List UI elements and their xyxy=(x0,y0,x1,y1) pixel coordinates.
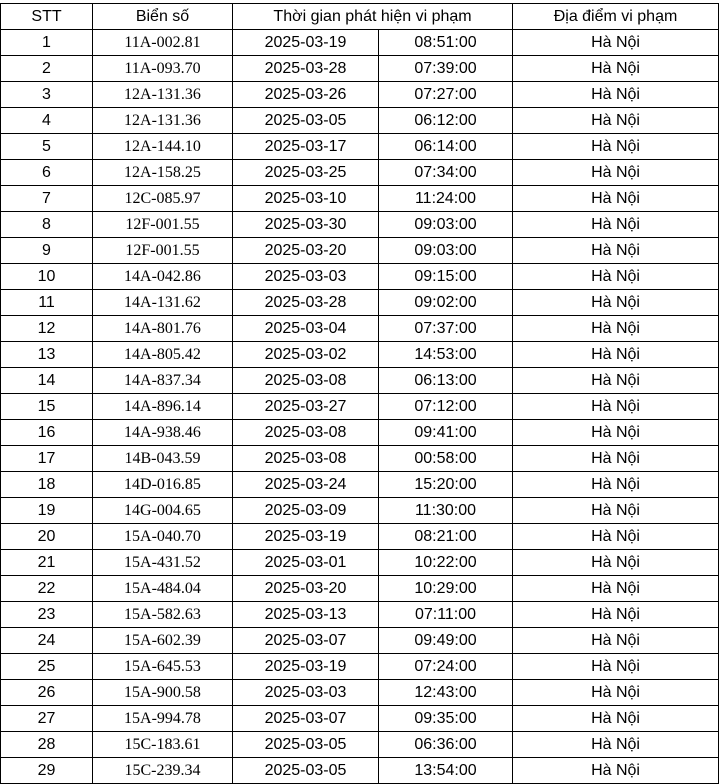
stt-cell: 9 xyxy=(1,238,93,264)
clock-cell: 13:54:00 xyxy=(379,758,513,784)
stt-cell: 29 xyxy=(1,758,93,784)
table-row xyxy=(1,472,719,498)
place-cell: Hà Nội xyxy=(513,732,719,758)
stt-cell: 26 xyxy=(1,680,93,706)
stt-cell: 16 xyxy=(1,420,93,446)
clock-cell: 06:14:00 xyxy=(379,134,513,160)
clock-cell: 08:51:00 xyxy=(379,30,513,56)
table-body xyxy=(1,30,719,784)
date-cell: 2025-03-05 xyxy=(233,108,379,134)
plate-cell: 14G-004.65 xyxy=(93,498,233,524)
clock-cell: 14:53:00 xyxy=(379,342,513,368)
table-row xyxy=(1,290,719,316)
date-cell: 2025-03-08 xyxy=(233,420,379,446)
table-row xyxy=(1,732,719,758)
date-cell: 2025-03-19 xyxy=(233,524,379,550)
stt-cell: 6 xyxy=(1,160,93,186)
place-cell: Hà Nội xyxy=(513,186,719,212)
table-row xyxy=(1,134,719,160)
table-row xyxy=(1,628,719,654)
plate-cell: 12A-144.10 xyxy=(93,134,233,160)
plate-cell: 15A-040.70 xyxy=(93,524,233,550)
table-row xyxy=(1,160,719,186)
clock-cell: 08:21:00 xyxy=(379,524,513,550)
date-cell: 2025-03-03 xyxy=(233,680,379,706)
table-header xyxy=(1,4,719,30)
plate-cell: 14A-938.46 xyxy=(93,420,233,446)
date-cell: 2025-03-28 xyxy=(233,56,379,82)
stt-cell: 14 xyxy=(1,368,93,394)
place-cell: Hà Nội xyxy=(513,524,719,550)
plate-cell: 15A-431.52 xyxy=(93,550,233,576)
date-cell: 2025-03-19 xyxy=(233,30,379,56)
header-stt: STT xyxy=(1,4,93,30)
stt-cell: 24 xyxy=(1,628,93,654)
table-row xyxy=(1,212,719,238)
date-cell: 2025-03-03 xyxy=(233,264,379,290)
table-row xyxy=(1,368,719,394)
stt-cell: 18 xyxy=(1,472,93,498)
place-cell: Hà Nội xyxy=(513,758,719,784)
place-cell: Hà Nội xyxy=(513,654,719,680)
clock-cell: 12:43:00 xyxy=(379,680,513,706)
clock-cell: 09:02:00 xyxy=(379,290,513,316)
clock-cell: 00:58:00 xyxy=(379,446,513,472)
clock-cell: 11:30:00 xyxy=(379,498,513,524)
plate-cell: 15A-900.58 xyxy=(93,680,233,706)
place-cell: Hà Nội xyxy=(513,82,719,108)
clock-cell: 07:11:00 xyxy=(379,602,513,628)
plate-cell: 12A-158.25 xyxy=(93,160,233,186)
place-cell: Hà Nội xyxy=(513,108,719,134)
plate-cell: 14A-131.62 xyxy=(93,290,233,316)
date-cell: 2025-03-01 xyxy=(233,550,379,576)
date-cell: 2025-03-30 xyxy=(233,212,379,238)
date-cell: 2025-03-17 xyxy=(233,134,379,160)
clock-cell: 09:03:00 xyxy=(379,212,513,238)
date-cell: 2025-03-13 xyxy=(233,602,379,628)
place-cell: Hà Nội xyxy=(513,134,719,160)
table-row xyxy=(1,108,719,134)
date-cell: 2025-03-04 xyxy=(233,316,379,342)
date-cell: 2025-03-07 xyxy=(233,706,379,732)
stt-cell: 3 xyxy=(1,82,93,108)
table-row xyxy=(1,576,719,602)
table-row xyxy=(1,186,719,212)
clock-cell: 09:03:00 xyxy=(379,238,513,264)
clock-cell: 07:39:00 xyxy=(379,56,513,82)
stt-cell: 10 xyxy=(1,264,93,290)
date-cell: 2025-03-26 xyxy=(233,82,379,108)
table-row xyxy=(1,342,719,368)
date-cell: 2025-03-20 xyxy=(233,576,379,602)
clock-cell: 06:12:00 xyxy=(379,108,513,134)
date-cell: 2025-03-07 xyxy=(233,628,379,654)
plate-cell: 12F-001.55 xyxy=(93,212,233,238)
date-cell: 2025-03-24 xyxy=(233,472,379,498)
place-cell: Hà Nội xyxy=(513,238,719,264)
place-cell: Hà Nội xyxy=(513,160,719,186)
place-cell: Hà Nội xyxy=(513,342,719,368)
stt-cell: 4 xyxy=(1,108,93,134)
place-cell: Hà Nội xyxy=(513,420,719,446)
place-cell: Hà Nội xyxy=(513,472,719,498)
table-row xyxy=(1,446,719,472)
clock-cell: 06:13:00 xyxy=(379,368,513,394)
place-cell: Hà Nội xyxy=(513,212,719,238)
place-cell: Hà Nội xyxy=(513,368,719,394)
plate-cell: 15C-239.34 xyxy=(93,758,233,784)
stt-cell: 25 xyxy=(1,654,93,680)
date-cell: 2025-03-19 xyxy=(233,654,379,680)
stt-cell: 1 xyxy=(1,30,93,56)
table-row xyxy=(1,420,719,446)
table-row xyxy=(1,56,719,82)
plate-cell: 14A-896.14 xyxy=(93,394,233,420)
table-row xyxy=(1,264,719,290)
table-row xyxy=(1,680,719,706)
date-cell: 2025-03-05 xyxy=(233,758,379,784)
clock-cell: 07:24:00 xyxy=(379,654,513,680)
date-cell: 2025-03-02 xyxy=(233,342,379,368)
plate-cell: 15C-183.61 xyxy=(93,732,233,758)
table-row xyxy=(1,316,719,342)
clock-cell: 06:36:00 xyxy=(379,732,513,758)
place-cell: Hà Nội xyxy=(513,550,719,576)
stt-cell: 2 xyxy=(1,56,93,82)
table-row xyxy=(1,238,719,264)
date-cell: 2025-03-05 xyxy=(233,732,379,758)
plate-cell: 11A-002.81 xyxy=(93,30,233,56)
violations-table xyxy=(0,3,719,784)
clock-cell: 07:34:00 xyxy=(379,160,513,186)
date-cell: 2025-03-28 xyxy=(233,290,379,316)
clock-cell: 09:35:00 xyxy=(379,706,513,732)
place-cell: Hà Nội xyxy=(513,628,719,654)
place-cell: Hà Nội xyxy=(513,394,719,420)
table-row xyxy=(1,758,719,784)
place-cell: Hà Nội xyxy=(513,290,719,316)
clock-cell: 09:15:00 xyxy=(379,264,513,290)
stt-cell: 27 xyxy=(1,706,93,732)
stt-cell: 5 xyxy=(1,134,93,160)
table-row xyxy=(1,654,719,680)
stt-cell: 7 xyxy=(1,186,93,212)
plate-cell: 12C-085.97 xyxy=(93,186,233,212)
date-cell: 2025-03-08 xyxy=(233,446,379,472)
plate-cell: 12F-001.55 xyxy=(93,238,233,264)
clock-cell: 09:41:00 xyxy=(379,420,513,446)
table-row xyxy=(1,394,719,420)
plate-cell: 15A-582.63 xyxy=(93,602,233,628)
table-row xyxy=(1,550,719,576)
plate-cell: 14A-042.86 xyxy=(93,264,233,290)
clock-cell: 07:27:00 xyxy=(379,82,513,108)
table-row xyxy=(1,524,719,550)
table-row xyxy=(1,706,719,732)
place-cell: Hà Nội xyxy=(513,706,719,732)
clock-cell: 09:49:00 xyxy=(379,628,513,654)
place-cell: Hà Nội xyxy=(513,316,719,342)
stt-cell: 15 xyxy=(1,394,93,420)
plate-cell: 15A-484.04 xyxy=(93,576,233,602)
stt-cell: 13 xyxy=(1,342,93,368)
date-cell: 2025-03-09 xyxy=(233,498,379,524)
place-cell: Hà Nội xyxy=(513,56,719,82)
place-cell: Hà Nội xyxy=(513,446,719,472)
place-cell: Hà Nội xyxy=(513,498,719,524)
header-detection-time: Thời gian phát hiện vi phạm xyxy=(233,4,513,30)
table-row xyxy=(1,30,719,56)
clock-cell: 11:24:00 xyxy=(379,186,513,212)
clock-cell: 10:29:00 xyxy=(379,576,513,602)
stt-cell: 21 xyxy=(1,550,93,576)
stt-cell: 20 xyxy=(1,524,93,550)
plate-cell: 15A-994.78 xyxy=(93,706,233,732)
place-cell: Hà Nội xyxy=(513,30,719,56)
header-place: Địa điểm vi phạm xyxy=(513,4,719,30)
date-cell: 2025-03-27 xyxy=(233,394,379,420)
stt-cell: 23 xyxy=(1,602,93,628)
plate-cell: 14D-016.85 xyxy=(93,472,233,498)
table-row xyxy=(1,82,719,108)
plate-cell: 14A-805.42 xyxy=(93,342,233,368)
plate-cell: 14A-801.76 xyxy=(93,316,233,342)
clock-cell: 07:37:00 xyxy=(379,316,513,342)
date-cell: 2025-03-25 xyxy=(233,160,379,186)
table-row xyxy=(1,498,719,524)
stt-cell: 22 xyxy=(1,576,93,602)
header-plate: Biển số xyxy=(93,4,233,30)
clock-cell: 15:20:00 xyxy=(379,472,513,498)
header-row xyxy=(1,4,719,30)
place-cell: Hà Nội xyxy=(513,576,719,602)
plate-cell: 12A-131.36 xyxy=(93,82,233,108)
stt-cell: 28 xyxy=(1,732,93,758)
clock-cell: 10:22:00 xyxy=(379,550,513,576)
clock-cell: 07:12:00 xyxy=(379,394,513,420)
date-cell: 2025-03-10 xyxy=(233,186,379,212)
plate-cell: 14B-043.59 xyxy=(93,446,233,472)
place-cell: Hà Nội xyxy=(513,264,719,290)
plate-cell: 11A-093.70 xyxy=(93,56,233,82)
stt-cell: 12 xyxy=(1,316,93,342)
plate-cell: 15A-602.39 xyxy=(93,628,233,654)
place-cell: Hà Nội xyxy=(513,680,719,706)
date-cell: 2025-03-08 xyxy=(233,368,379,394)
plate-cell: 12A-131.36 xyxy=(93,108,233,134)
place-cell: Hà Nội xyxy=(513,602,719,628)
stt-cell: 11 xyxy=(1,290,93,316)
stt-cell: 8 xyxy=(1,212,93,238)
stt-cell: 17 xyxy=(1,446,93,472)
table-row xyxy=(1,602,719,628)
plate-cell: 14A-837.34 xyxy=(93,368,233,394)
plate-cell: 15A-645.53 xyxy=(93,654,233,680)
stt-cell: 19 xyxy=(1,498,93,524)
date-cell: 2025-03-20 xyxy=(233,238,379,264)
